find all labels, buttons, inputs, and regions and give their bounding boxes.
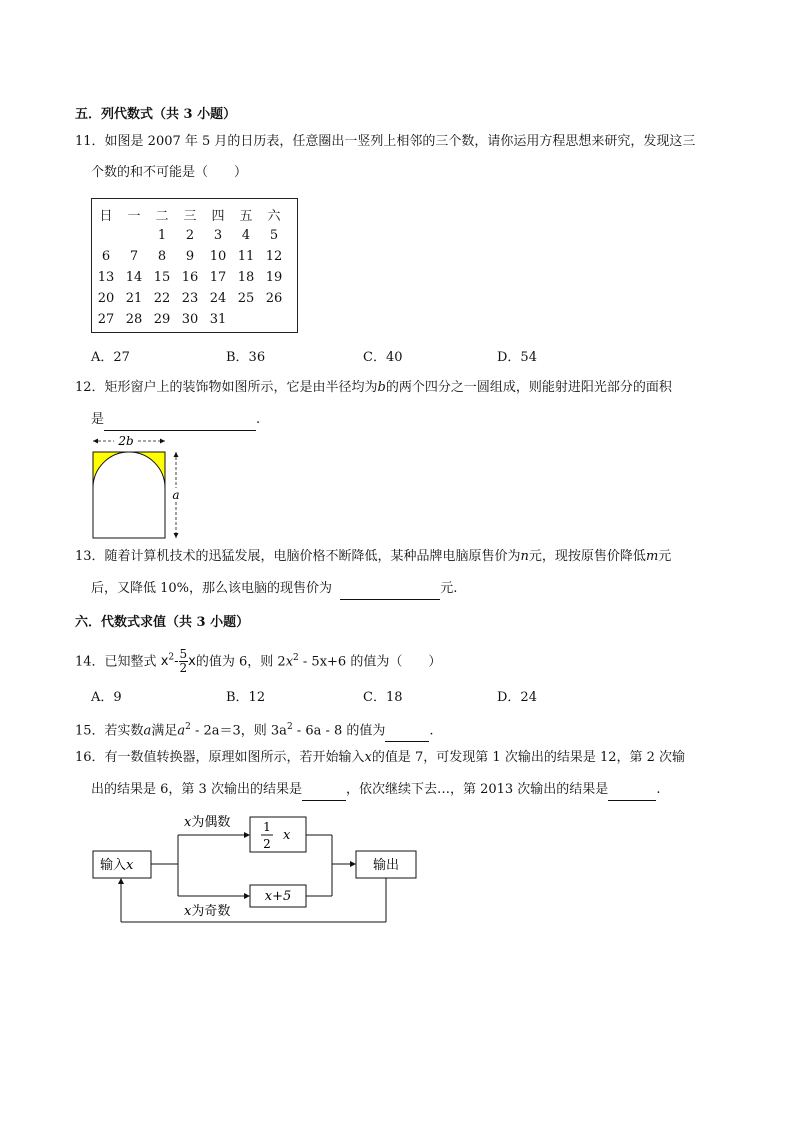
q11-line2: 个数的和不可能是（ ） xyxy=(91,165,248,180)
window-rectangle xyxy=(93,452,165,538)
calendar-table xyxy=(91,198,298,333)
calendar-day: 30 xyxy=(181,312,199,327)
calendar-header: 一 xyxy=(127,209,141,224)
calendar-day: 5 xyxy=(269,228,279,243)
calendar-day: 8 xyxy=(157,249,167,264)
width-label: 2b xyxy=(118,434,134,448)
q11-option-a[interactable]: A．27 xyxy=(91,350,130,365)
arrow-left-icon xyxy=(93,439,98,444)
calendar-day: 15 xyxy=(153,270,171,285)
calendar-day: 20 xyxy=(97,291,115,306)
arrow-up-icon xyxy=(174,452,179,457)
q13-answer-blank[interactable] xyxy=(340,579,440,600)
calendar-day: 16 xyxy=(181,270,199,285)
calendar-day: 1 xyxy=(157,228,167,243)
half-x-box xyxy=(250,817,306,852)
q13-line1: 13．随着计算机技术的迅猛发展，电脑价格不断降低，某种品牌电脑原售价为n元，现按原售价降低m元 xyxy=(75,549,672,564)
calendar-day: 24 xyxy=(209,291,227,306)
q14-expression: $x^2-$ $\frac{5}{2}$ x xyxy=(160,647,196,676)
odd-label: x为奇数 xyxy=(184,904,231,919)
calendar-day: 31 xyxy=(209,312,227,327)
q12-line1: 12．矩形窗户上的装饰物如图所示，它是由半径均为b的两个四分之一圆组成，则能射进阳光部分的面积 xyxy=(75,380,672,395)
calendar-day: 7 xyxy=(129,249,139,264)
number-converter-diagram xyxy=(85,810,425,930)
q16-line1: 16．有一数值转换器，原理如图所示，若开始输入x的值是 7，可发现第 1 次输出的结果是 12，第 2 次输 xyxy=(75,750,686,765)
arrow-right-icon xyxy=(244,893,250,899)
arrow-right-icon xyxy=(244,832,250,838)
q14-option-b[interactable]: B．12 xyxy=(226,690,266,705)
calendar-day: 10 xyxy=(209,249,227,264)
arrow-down-icon xyxy=(174,533,179,538)
calendar-day: 6 xyxy=(101,249,111,264)
half-denominator: 2 xyxy=(263,837,271,851)
q15-line: 15．若实数a满足$a^2 - 2a=3$，则 $3a^2 - 6a - 8$ 的值为 . xyxy=(75,717,434,742)
arrow-right-icon xyxy=(160,439,165,444)
calendar-day: 22 xyxy=(153,291,171,306)
q16-answer-blank-1[interactable] xyxy=(302,780,346,801)
q12-answer-blank[interactable] xyxy=(104,410,256,431)
calendar-day: 19 xyxy=(265,270,283,285)
half-numerator: 1 xyxy=(263,820,271,834)
q14-option-d[interactable]: D．24 xyxy=(497,690,537,705)
q12-line2: 是 . xyxy=(91,410,260,431)
height-label: a xyxy=(172,488,180,502)
calendar-day: 2 xyxy=(185,228,195,243)
plus5-label: x+5 xyxy=(264,889,292,904)
q16-answer-blank-2[interactable] xyxy=(608,780,656,801)
calendar-day: 14 xyxy=(125,270,143,285)
q11-option-b[interactable]: B．36 xyxy=(226,350,266,365)
calendar-day: 26 xyxy=(265,291,283,306)
calendar-day: 28 xyxy=(125,312,143,327)
q11-option-c[interactable]: C．40 xyxy=(363,350,403,365)
calendar-day: 3 xyxy=(213,228,223,243)
calendar-header: 三 xyxy=(183,209,197,224)
calendar-day: 29 xyxy=(153,312,171,327)
calendar-header: 五 xyxy=(239,209,253,224)
calendar-header: 六 xyxy=(267,209,281,224)
calendar-day: 21 xyxy=(125,291,143,306)
fraction-5-2: $\frac{5}{2}$ xyxy=(179,647,188,676)
calendar-day: 25 xyxy=(237,291,255,306)
calendar-day: 17 xyxy=(209,270,227,285)
arrow-right-icon xyxy=(350,861,356,867)
calendar-header: 二 xyxy=(155,209,169,224)
calendar-header: 四 xyxy=(211,209,225,224)
window-figure xyxy=(86,434,190,540)
calendar-day: 9 xyxy=(185,249,195,264)
q16-line2: 出的结果是 6，第 3 次输出的结果是 ，依次继续下去…，第 2013 次输出的结果是 . xyxy=(91,780,660,801)
arrow-up-icon xyxy=(118,878,124,884)
calendar-day: 23 xyxy=(181,291,199,306)
q14-line: 14．已知整式 $x^2-$ $\frac{5}{2}$ x的值为 6，则 $2x^2 - 5x+6$ 的值为（ ） xyxy=(75,647,442,676)
calendar-day: 18 xyxy=(237,270,255,285)
q14-option-a[interactable]: A．9 xyxy=(91,690,122,705)
q15-answer-blank[interactable] xyxy=(385,721,429,742)
section-heading-5: 五．列代数式（共 3 小题） xyxy=(75,107,237,122)
calendar-day: 12 xyxy=(265,249,283,264)
output-label: 输出 xyxy=(372,858,400,873)
q13-line2: 后，又降低 10%，那么该电脑的现售价为 元. xyxy=(91,579,457,600)
q11-line1: 11．如图是 2007 年 5 月的日历表，任意圈出一竖列上相邻的三个数，请你运用方程思想来研究，发现这三 xyxy=(75,134,696,149)
half-variable: x xyxy=(283,828,291,843)
input-label: 输入x xyxy=(100,858,134,873)
section-heading-6: 六．代数式求值（共 3 小题） xyxy=(75,615,250,630)
calendar-day: 4 xyxy=(241,228,251,243)
q14-option-c[interactable]: C．18 xyxy=(363,690,403,705)
q11-option-d[interactable]: D．54 xyxy=(497,350,537,365)
calendar-day: 11 xyxy=(237,249,255,264)
calendar-header: 日 xyxy=(99,209,113,224)
calendar-day: 27 xyxy=(97,312,115,327)
calendar-day: 13 xyxy=(97,270,115,285)
even-label: x为偶数 xyxy=(184,815,231,830)
